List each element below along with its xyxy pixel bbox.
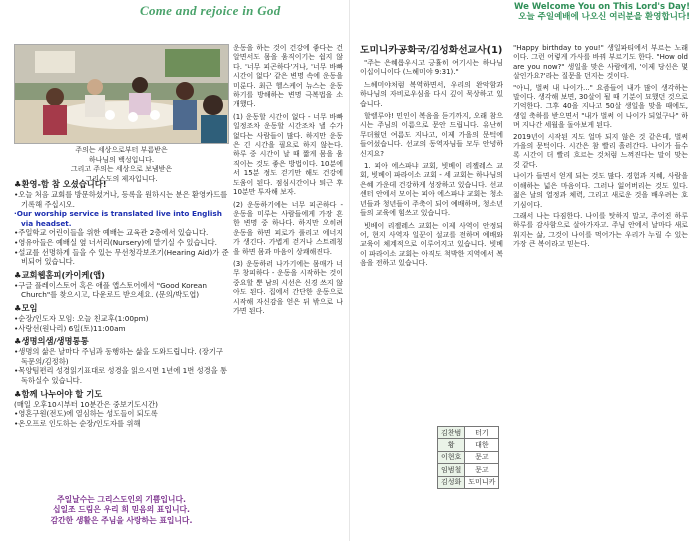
welcome-korean: 오늘 주일예배에 나오신 여러분을 환영합니다! <box>518 12 690 22</box>
mission-country: 대한 <box>465 439 499 451</box>
pastor-column <box>513 44 688 252</box>
article-paragraph: (2) 운동하기에는 너무 피곤하다 - 운동을 미루는 사람들에게 가장 흔한 변명 중 하나다. 하지만 오히려 운동을 하면 피로가 풀리고 에너지가 생긴다. 가볍게 걷거나 스트레칭을 하면 몸과 마음이 상쾌해진다. <box>233 200 343 256</box>
announcement-item: (매일 오후10시부터 10분간은 중보기도시간) <box>14 399 159 409</box>
column-paragraph: "아니, 벌써 내 나이가..." 요즘들어 내가 많이 생각하는 말이다. 생각해 보면, 30살이 될 때 기분이 묘했던 것으로 기억한다. 그후 40을 지나고 50살 생일을 맞을 때에도, 생일 축하를 받으면서 "내가 벌써 이 나이가 되었구나" 하며 지나간 세월을 돌아보게 된다. <box>513 83 688 130</box>
missionary-name: 이현호 <box>438 451 465 463</box>
announcement-item: •영유아들은 예배실 옆 너서리(Nursery)에 맡기실 수 있습니다. <box>14 237 217 247</box>
missionary-name: 김찬범 <box>438 427 465 439</box>
announcements-column <box>14 176 229 428</box>
article-paragraph: 운동을 하는 것이 건강에 좋다는 건 알면서도 몸을 움직이기는 쉽지 않다. '너무 피곤하다'거나, '너무 바빠 시간이 없다' 같은 변명 속에 운동을 미룬다. 최근 헬스케어 뉴스는 운동하기를 방해하는 변명 극복법을 소개했다. <box>233 44 343 109</box>
page-fold-divider <box>349 0 350 541</box>
table-row <box>438 439 499 451</box>
health-article-column <box>233 44 343 319</box>
section-title-app: ♣교회웹홈피(카이케(앱) <box>14 269 105 280</box>
letter-paragraph: 1. 피아 에스파냐 교회, 빗베이 리젤레스 교회, 빗베이 파라이소 교회 - 세 교회는 하나님의 은혜 가운데 건강하게 성장하고 있습니다. 선교 센터 안에서 모이는 피아 에스파냐 교회는 청소년들과 청년들이 주축이 되어 예배하며, 청소년들의 교육에 힘쓰고 있습니다. <box>360 162 503 218</box>
section-title-meetings: ♣모임 <box>14 302 38 313</box>
column-paragraph: "Happy birthday to you!" 생일파티에서 부르는 노래이다. 그런 어렇게 가사를 바꿔 부르기도 한다. "How old are you now?" 생일을 맞은 사람에게, '이제 당신은 몇 살인가요?'라는 질문을 던지는 것이다. <box>513 44 688 81</box>
offering-callout: 주일날수는 그리스도인의 기쁨입니다. 십일조 드림은 우리 희 믿음의 표입니다. 감간한 생활은 주님을 사랑하는 표입니다. <box>50 495 193 525</box>
announcement-item: •사랑선(원나리) 6일(토)11:00am <box>14 323 126 333</box>
section-title-welcome: ♣환영-함 참 오셨습니다! <box>14 179 107 189</box>
announcement-item-english: ·Our worship service is translated live into English via headset. <box>14 209 222 228</box>
announcement-item: •영혼구원(전도)에 열심하는 성도들이 되도록 <box>14 409 158 419</box>
missionary-name: 김성화 <box>438 476 465 488</box>
bulletin-heading-right <box>514 2 690 22</box>
congregation-photo <box>14 44 229 144</box>
announcement-item: •온오프로 인도하는 순장/인도자를 위해 <box>14 418 141 428</box>
missionary-name: 임범철 <box>438 464 465 476</box>
announcement-item: •생명의 삶은 날마다 주님과 동행하는 삶을 도와드립니다. (장기구독문의/김정하) <box>14 347 223 366</box>
column-paragraph: 2019년이 시작된 지도 얼마 되지 않은 것 같은데, 벌써 가을의 문턱이다. 시간은 참 빨리 흘러간다. 나이가 들수록 시간이 더 빨리 흐르는 것처럼 느껴진다는 말이 맞는 것 같다. <box>513 132 688 169</box>
letter-paragraph: 빗베이 리젤레스 교회는 이제 사역이 안정되어, 현지 사역자 일꾼이 설교를 전하며 예배와 교육이 체계적으로 이루어지고 있습니다. 빗베이 파라이소 교회는 아직도 척박한 지역에서 복음을 전하고 있습니다. <box>360 221 503 268</box>
announcement-item: •주일학교 어린이들을 위한 예배는 교육관 2층에서 있습니다. <box>14 228 209 238</box>
article-paragraph: (1) 운동할 시간이 없다 - 너무 바빠 일정조차 운동할 시간조차 낼 수가 없다는 사람들이 많다. 하지만 운동은 긴 시간을 필요로 하지 않는다. 하루 중 시간이 날 때 짧게 몸을 움직이는 것도 좋은 방법이다. 10분에서 15분 정도 걷기만 해도 건강에 도움이 된다. 점심시간이나 퇴근 후 10분만 투자해 보자. <box>233 112 343 197</box>
announcement-item: •오늘 처음 교회를 방문하셨거나, 등록을 원하시는 분은 환영카드를 기록해 주십시오. <box>14 190 228 209</box>
missionary-letter-column <box>360 44 503 272</box>
photo-caption: 주의는 세상으로부터 부름받은 하나님의 백성입니다. 그리고 주의는 세상으로 보냄받은 그리스도의 제자입니다. <box>70 146 173 183</box>
mission-country: 터기 <box>465 427 499 439</box>
column-paragraph: 나이가 들면서 얻게 되는 것도 많다. 경험과 지혜, 사람을 이해하는 넓은 마음이다. 그러나 잃어버리는 것도 있다. 젊은 날의 열정과 체력, 그리고 새로운 것을 배우려는 호기심이다. <box>513 172 688 209</box>
announcement-item: •구글 플레이스토어 혹은 애플 앱스토어에서 "Good Korean Church"를 찾으시고, 다운로드 받으세요. (문의/박도엽) <box>14 280 207 300</box>
announcement-item: •순장/인도자 모임: 오늘 친교후(1:00pm) <box>14 313 149 323</box>
table-row <box>438 451 499 463</box>
missionary-letter-title: 도미니카공화국/김성화선교사(1) <box>360 45 503 56</box>
congregation-photo-illustration <box>15 45 229 144</box>
missionary-name: 황 <box>438 439 465 451</box>
mission-country: 도미니카 <box>465 476 499 488</box>
announcement-item: •목양팀편리 성경읽기표대로 성경을 읽으시면 1년에 1번 성경을 통독하실수 있습니다. <box>14 366 228 385</box>
table-row <box>438 476 499 488</box>
column-paragraph: 그래서 나는 다짐한다. 나이를 탓하지 말고, 주어진 하루하루를 감사함으로 살아가자고. 주님 안에서 날마다 새로워지는 삶, 그것이 나이를 먹어가는 우리가 누릴 수 있는 가장 큰 복이라고 믿는다. <box>513 211 688 249</box>
letter-paragraph: 느헤미야처럼 복역하면서, 우리의 완악함과 하나님의 자비로우심을 다시 깊이 묵상하고 있습니다. <box>360 80 503 108</box>
article-paragraph: (3) 운동하러 나가기에는 몸매가 너무 창피하다 - 운동을 시작하는 것이 중요할 뿐 남의 시선은 신경 쓰지 않아도 된다. 집에서 간단한 운동으로 시작해 자신감을 얻은 뒤 밖으로 나가면 된다. <box>233 259 343 315</box>
mission-country: 문고 <box>465 464 499 476</box>
letter-paragraph: "주는 은혜롭우시고 긍휼히 여기시는 하나님이십이니이다 (느헤미야 9:31)." <box>360 59 503 77</box>
section-title-devotional: ♣생명의샘/생명통통 <box>14 336 89 347</box>
bulletin-heading-left: Come and rejoice in God <box>140 3 281 18</box>
announcement-item: •설교를 선명하게 들을 수 있는 무선청각보조기(Hearing Aid)가 준비되어 있습니다. <box>14 247 229 267</box>
missionary-names-table <box>437 426 499 489</box>
letter-paragraph: 할렐루야! 민인이 복음을 듣기까지, 오래 참으시는 주님의 이름으로 문안 드립니다. 유난히 무더웠던 여름도 지나고, 이제 가을의 문턱에 들어섰습니다. 선교의 동역자님들 모두 안녕하신지요? <box>360 112 503 158</box>
section-title-prayer: ♣함께 나누어야 할 기도 <box>14 388 103 399</box>
table-row <box>438 427 499 439</box>
welcome-english: We Welcome You on This Lord's Day! <box>514 2 690 12</box>
table-row <box>438 464 499 476</box>
mission-country: 문고 <box>465 451 499 463</box>
